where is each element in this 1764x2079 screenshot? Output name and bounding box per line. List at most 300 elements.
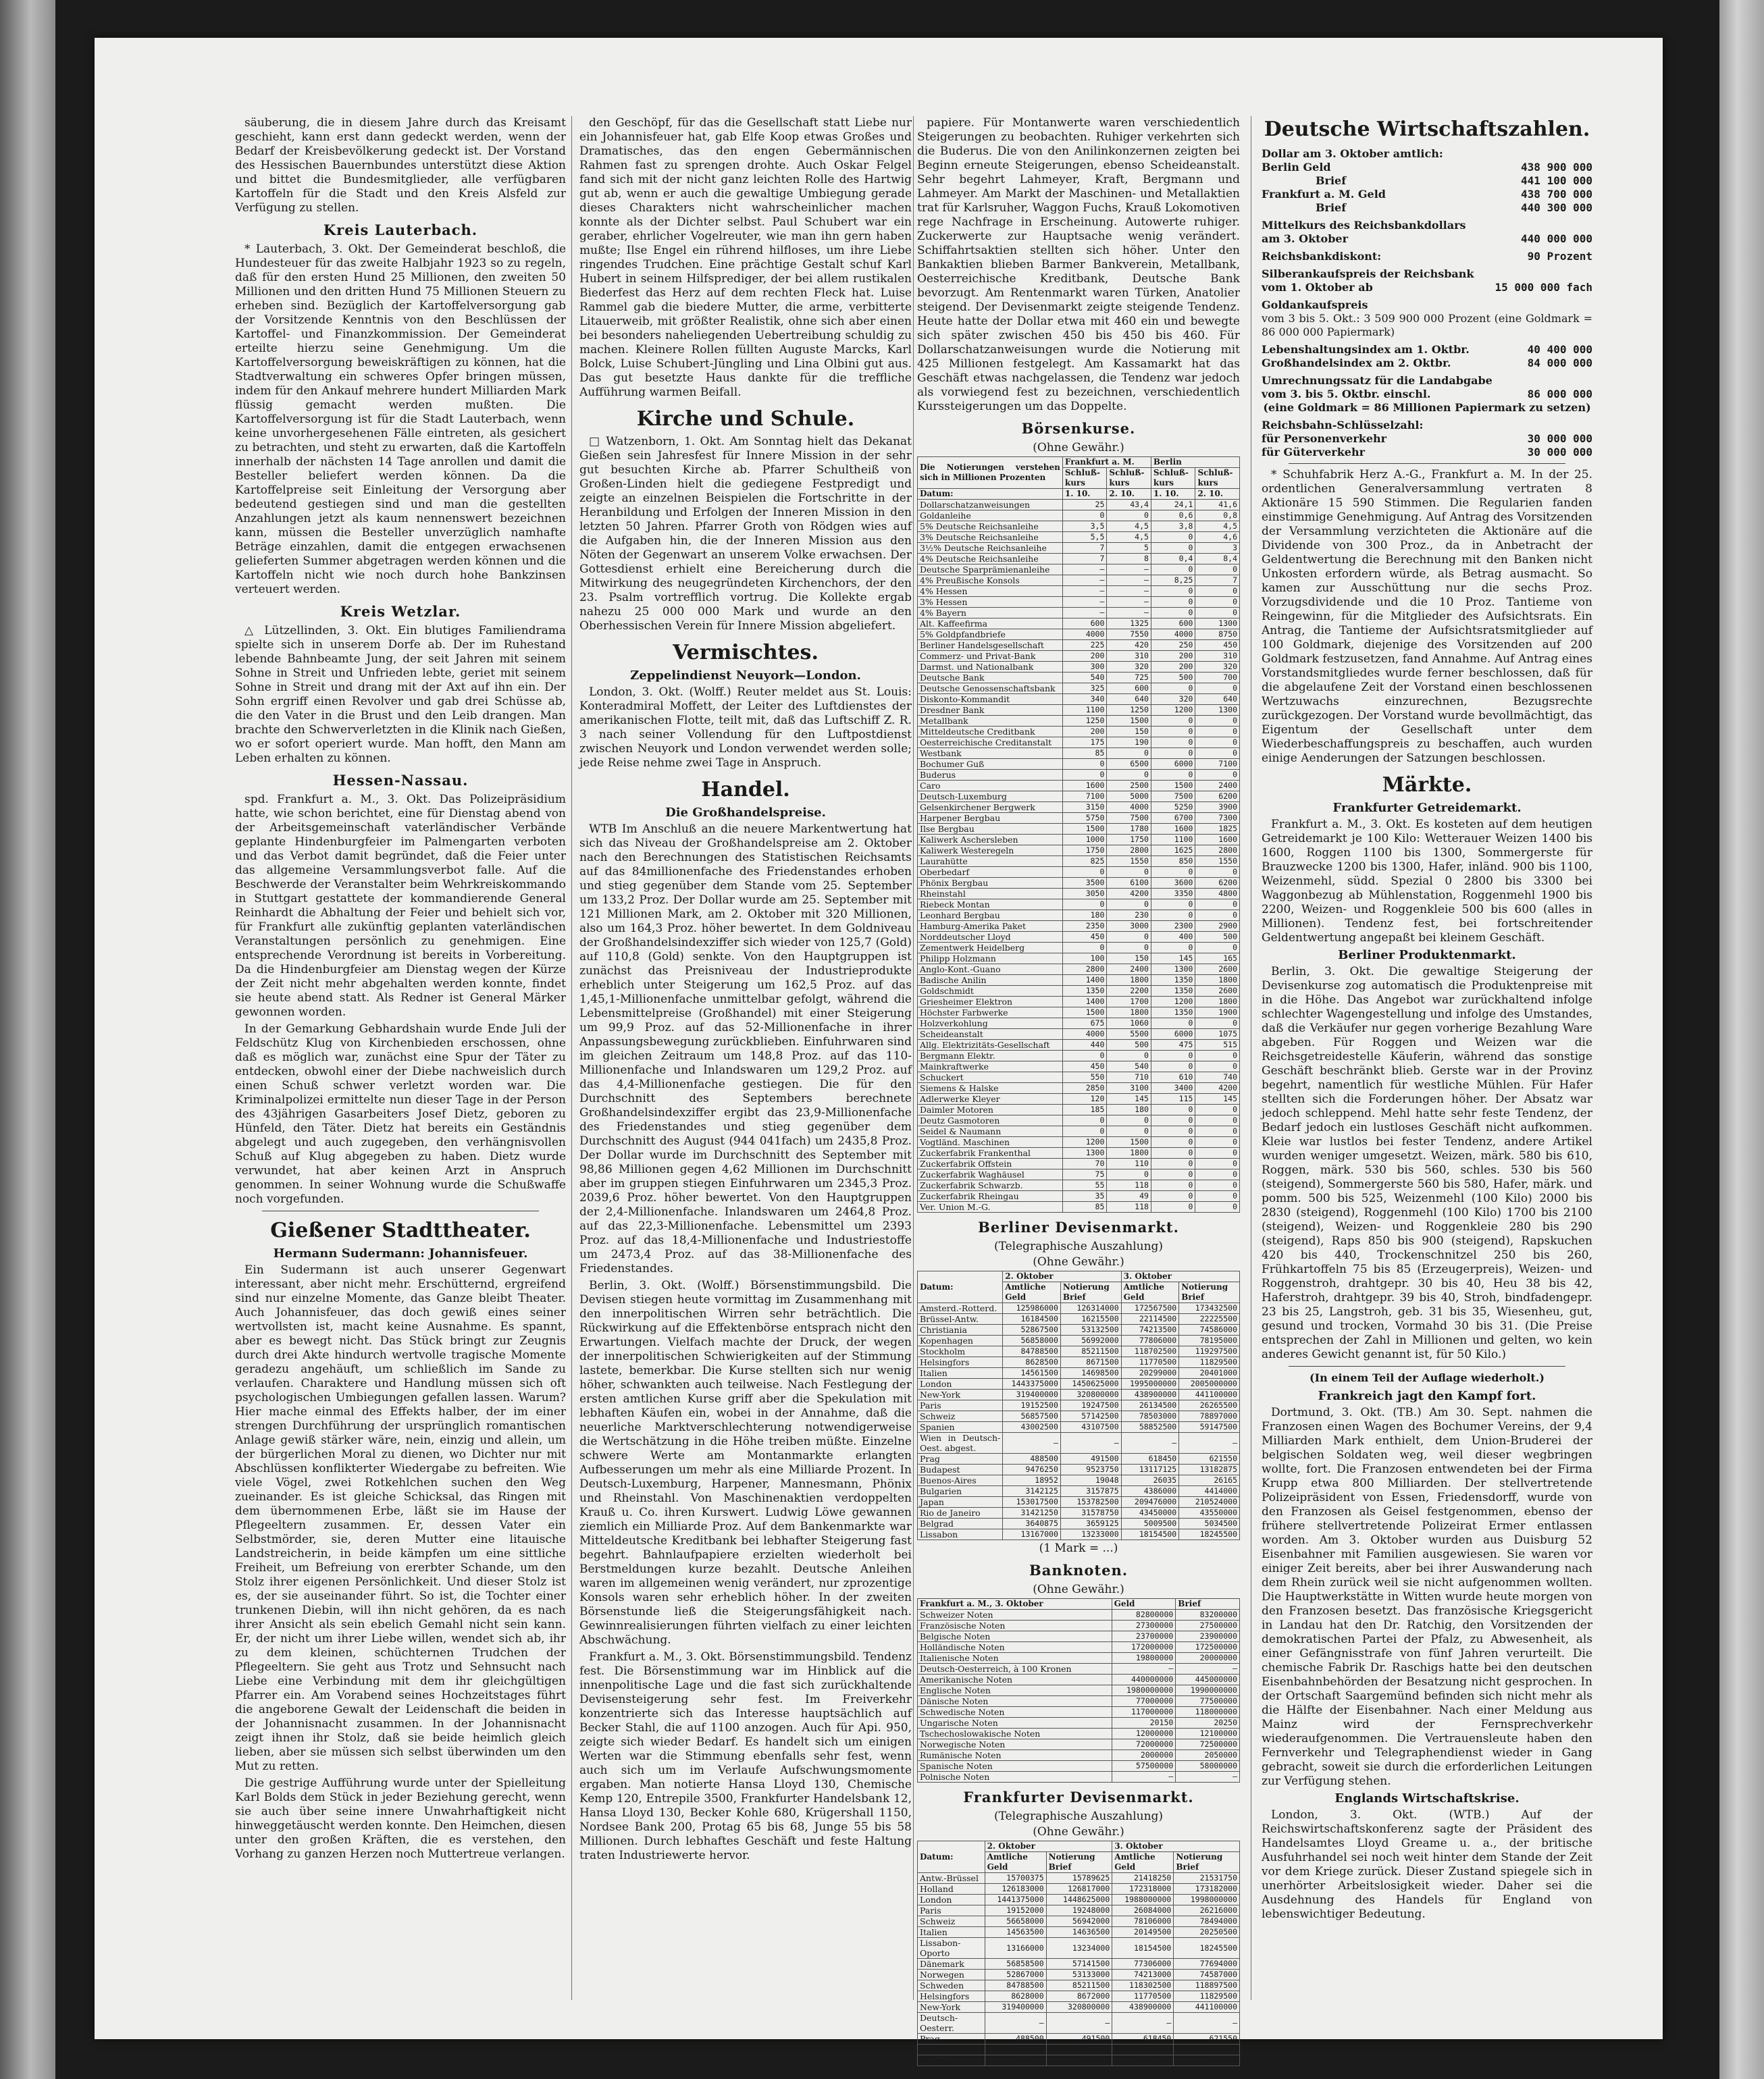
article-text: London, 3. Okt. (Wolff.) Reuter meldet aus St. Louis: Konteradmiral Moffett, der Leiter des Luftdienstes der amerikanischen Flotte, teilt mit, daß das Luftschiff Z. R. 3 nach seiner Vollendung für den Luftpostdienst zwischen Neuyork und London verwendet werden solle; jede Reise nehme zwei Tage in Anspruch. bbox=[579, 685, 912, 770]
cell-value: 15789625 bbox=[1046, 1873, 1112, 1884]
cell-value: — bbox=[1112, 2013, 1174, 2034]
cell-value: 26134500 bbox=[1121, 1400, 1179, 1411]
table-row bbox=[918, 845, 1240, 856]
cell-value: 4000 bbox=[1107, 802, 1151, 813]
table-header: 2. 10. bbox=[1195, 489, 1240, 500]
cell-value: 0 bbox=[1151, 727, 1195, 737]
table-row bbox=[918, 1621, 1240, 1631]
cell-value: 0 bbox=[1195, 899, 1240, 910]
section-heading: Kreis Lauterbach. bbox=[323, 221, 478, 238]
table-row bbox=[918, 889, 1240, 899]
cell-value: 420 bbox=[1107, 640, 1151, 651]
article-text: * Lauterbach, 3. Okt. Der Gemeinderat beschloß, die Hundesteuer für das zweite Halbjahr 1923 so zu regeln, daß für den ersten Hund 25 Millionen, den zweiten 50 Millionen und den dritten Hund 75 Millionen Steuern zu erheben sind. Bezüglich der Kartoffelversorgung gab der Vorsitzende Kenntnis von den Beschlüssen der Kartoffel- und Finanzkommission. Der Gemeinderat erteilte hierzu seine Genehmigung. Um die Kartoffelversorgung beweiskräftigen zu können, hat die Stadtverwaltung ein schweres Opfer bringen müssen, indem für den Ankauf mehrere hundert Milliarden Mark flüssig gemacht werden mußten. Die Kartoffelversorgung ist für die Stadt Lauterbach, wenn keine unvorhergesehenen Fälle eintreten, als gesichert zu betrachten, und steht zu erwarten, daß die Kartoffeln innerhalb der nächsten 14 Tage anrollen und damit die Besteller beliefert werden können. Da die Kartoffelpreise seit Einleitung der Versorgung aber bedeutend gestiegen sind und man die gestellten Anzahlungen jetzt als kaum nennenswert bezeichnen kann, müssen die Besteller unverzüglich namhafte Beträge einzahlen, damit die entgegen erwachsenen gelieferten Summer abgetragen werden können und die Kartoffeln nicht wie noch durch hohe Bankzinsen verteuert werden. bbox=[235, 242, 566, 596]
cell-value: 43,4 bbox=[1107, 500, 1151, 510]
cell-value: 52867000 bbox=[985, 1970, 1046, 1980]
cell-value: 118302500 bbox=[1112, 1980, 1174, 1991]
table-row bbox=[918, 1379, 1240, 1390]
cell-value: 3157875 bbox=[1060, 1486, 1121, 1497]
newspaper-page bbox=[95, 38, 1663, 2065]
cell-value: 300 bbox=[1062, 662, 1107, 673]
section-heading: Vermischtes. bbox=[673, 641, 819, 664]
cell-value: 26084000 bbox=[1112, 1905, 1174, 1916]
cell-value: 0 bbox=[1151, 608, 1195, 619]
table-header: 3. Oktober bbox=[1112, 1841, 1240, 1852]
cell-value: 0 bbox=[1062, 759, 1107, 770]
cell-value: 320800000 bbox=[1046, 2002, 1112, 2013]
row-label: Dollarschatzanweisungen bbox=[918, 500, 1063, 510]
cell-value: 5009500 bbox=[1121, 1519, 1179, 1529]
cell-value: 2350 bbox=[1062, 921, 1107, 932]
table-row bbox=[918, 1422, 1240, 1433]
row-label: Deutsch-Oesterreich, à 100 Kronen bbox=[918, 1664, 1112, 1675]
table-row bbox=[918, 1718, 1240, 1729]
row-label: Zuckerfabrik Offstein bbox=[918, 1159, 1063, 1169]
table-row bbox=[918, 986, 1240, 997]
cell-value: 0 bbox=[1195, 727, 1240, 737]
table-row bbox=[918, 1180, 1240, 1191]
table-row bbox=[918, 1610, 1240, 1621]
cell-value: 145 bbox=[1107, 1094, 1151, 1105]
cell-value: 16184500 bbox=[1003, 1314, 1061, 1325]
row-label: Mainkraftwerke bbox=[918, 1061, 1063, 1072]
table-row bbox=[918, 2013, 1240, 2034]
table-header: Amtliche Geld bbox=[1112, 1852, 1174, 1873]
section-heading: Handel. bbox=[701, 778, 790, 801]
table-row bbox=[918, 943, 1240, 953]
cell-value: 0 bbox=[1195, 683, 1240, 694]
cell-value: 26165 bbox=[1179, 1475, 1240, 1486]
row-label: Darmst. und Nationalbank bbox=[918, 662, 1063, 673]
table-header: Amtliche Geld bbox=[985, 1852, 1046, 1873]
cell-value: 1300 bbox=[1062, 1148, 1107, 1159]
table-row bbox=[918, 964, 1240, 975]
cell-value: 175 bbox=[1062, 737, 1107, 748]
cell-value: 13182875 bbox=[1174, 2045, 1240, 2055]
table-row bbox=[918, 781, 1240, 791]
cell-value: 4000 bbox=[1151, 629, 1195, 640]
cell-value: 6200 bbox=[1195, 878, 1240, 889]
cell-value: 0 bbox=[1107, 770, 1151, 781]
table-row bbox=[918, 932, 1240, 943]
cell-value: 78897000 bbox=[1179, 1411, 1240, 1422]
cell-value: 0 bbox=[1195, 1202, 1240, 1213]
cell-value: 3,8 bbox=[1151, 521, 1195, 532]
article-subheading: Frankfurter Getreidemarkt. bbox=[1332, 801, 1522, 815]
cell-value: 0 bbox=[1151, 1051, 1195, 1061]
table-row bbox=[918, 1884, 1240, 1895]
row-label: Bulgarien bbox=[918, 1486, 1003, 1497]
table-row bbox=[918, 748, 1240, 759]
cell-value: 450 bbox=[1062, 1061, 1107, 1072]
cell-value: 0 bbox=[1195, 1137, 1240, 1148]
article-text: den Geschöpf, für das die Gesellschaft statt Liebe nur ein Johannisfeuer hat, gab Elfe Koop etwas Großes und Dramatisches, das den engen Gebermännischen Rahmen fast zu sprengen drohte. Auch Oskar Felgel fand sich mit der nicht ganz leichten Rolle des Hartwig gut ab, wenn er auch die gewaltige Umbiegung gerade dieses Charakters nicht wahrscheinlicher machen konnte als der Dichter selbst. Paul Schubert war ein geraber, ehrlicher Vogelreuter, wie man ihn gern haben mußte; Ilse Engel ein rührend hilfloses, um ihre Liebe ringendes Trudchen. Eine prächtige Gestalt schuf Karl Hubert in seinem Hilfsprediger, der bei allem rustikalen Biederfest das Herz auf dem rechten Fleck hat. Luise Rammel gab die biedere Mutter, die arme, verbitterte Litauerweib, mit größter Realistik, ohne sich aber einen bei besonders naheliegenden Uebertreibung schuldig zu machen. Kleinere Rollen füllten Auguste Marcks, Karl Bolck, Luise Schubert-Jüngling und Lina Olbini gut aus. Das gut besetzte Haus dankte für die treffliche Aufführung warmen Beifall. bbox=[579, 116, 912, 399]
cell-value: 441100000 bbox=[1179, 1390, 1240, 1400]
cell-value: 200 bbox=[1151, 651, 1195, 662]
row-label: Deutsche Genossenschaftsbank bbox=[918, 683, 1063, 694]
cell-value: 1300 bbox=[1151, 964, 1195, 975]
table-row bbox=[918, 727, 1240, 737]
cell-value: 84788500 bbox=[985, 1980, 1046, 1991]
table-header: Datum: bbox=[918, 1271, 1003, 1303]
cell-value: 0 bbox=[1151, 867, 1195, 878]
cell-value: 41,6 bbox=[1195, 500, 1240, 510]
row-label: Budapest bbox=[918, 1465, 1003, 1475]
cell-value: 19247500 bbox=[1060, 1400, 1121, 1411]
cell-value: 8750 bbox=[1195, 629, 1240, 640]
article-text: WTB Im Anschluß an die neuere Markentwertung hat sich das Niveau der Großhandelspreise am 2. Oktober nach den Berechnungen des Statistischen Reichsamts auf das 84millionenfache des Friedenstandes erhoben und stieg gegenüber dem Stande vom 25. September um 133,2 Proz. Der Dollar wurde am 25. September mit 121 Millionen Mark, am 2. Oktober mit 320 Millionen, also um 164,3 Proz. höher bewertet. In dem Goldniveau der Großhandelsindexziffer sich wieder von 125,7 (Gold) auf 110,8 (Gold) senkte. Von den Hauptgruppen ist zunächst das Preisniveau der Industrieprodukte erheblich unter Steigerung um 162,5 Proz. auf das 1,45,1-Millionenfache unmittelbar gefolgt, während die Lebensmittelpreise (Großhandel) mit einer Steigerung um 99,9 Proz. auf das 52-Millionenfache in ihrer Anpassungsbewegung zurückblieben. Einfuhrwaren sind im gleichen Zeitraum um 148,8 Proz. auf das 110-Millionenfache und Inlandswaren um 129,2 Proz. auf das 4,4-Millionenfache gestiegen. Die für den Durchschnitt des Septembers berechnete Großhandelsindexziffer ergibt das 23,9-Millionenfache des Friedenstandes und stieg gegenüber dem Durchschnitt des August (944 041fach) um 2435,8 Proz. Der Dollar wurde im Durchschnitt des September mit 98,86 Millionen gegen 4,62 Millionen im Durchschnitt aber im gruppen stiegen Einfuhrwaren um 2345,3 Proz. 2039,6 Proz. höher bewertet. Von den Hauptgruppen der 2,4-Millionenfache. Inlandswaren um 2464,8 Proz. auf das 22,3-Millionenfache. Lebensmittel um 2393 Proz. auf das 18,4-Millionenfache und Industriestoffe um 2473,4 Proz. auf das 38-Millionenfache des Friedenstandes. bbox=[579, 822, 912, 1275]
row-label: Ungarische Noten bbox=[918, 1718, 1112, 1729]
cell-value: 1800 bbox=[1107, 975, 1151, 986]
cell-value: — bbox=[1174, 2013, 1240, 2034]
table-row bbox=[918, 1454, 1240, 1465]
cell-value: 110 bbox=[1107, 1159, 1151, 1169]
frankfurt-currency-table bbox=[917, 1841, 1240, 2066]
cell-value: 19048 bbox=[1060, 1475, 1121, 1486]
table-row bbox=[918, 1007, 1240, 1018]
stat-value: 438 900 000 bbox=[1521, 161, 1592, 174]
cell-value: — bbox=[1179, 1433, 1240, 1454]
cell-value: 7 bbox=[1195, 575, 1240, 586]
cell-value: 1800 bbox=[1107, 1007, 1151, 1018]
cell-value: 550 bbox=[1062, 1072, 1107, 1083]
cell-value: 440000000 bbox=[1112, 1675, 1176, 1685]
table-row bbox=[918, 1169, 1240, 1180]
cell-value: 0 bbox=[1151, 532, 1195, 543]
cell-value: 3142125 bbox=[1003, 1486, 1061, 1497]
cell-value: 310 bbox=[1195, 651, 1240, 662]
cell-value: 1300 bbox=[1195, 619, 1240, 629]
cell-value: 77000000 bbox=[1112, 1696, 1176, 1707]
table-header: 2. Oktober bbox=[1003, 1271, 1121, 1282]
cell-value: 70 bbox=[1062, 1159, 1107, 1169]
cell-value: — bbox=[1003, 1433, 1061, 1454]
cell-value: 0 bbox=[1107, 899, 1151, 910]
cell-value: 84788500 bbox=[1003, 1346, 1061, 1357]
table-row bbox=[918, 510, 1240, 521]
cell-value: 4,5 bbox=[1195, 521, 1240, 532]
article-text: In der Gemarkung Gebhardshain wurde Ende Juli der Feldschütz Klug von Kirchenbieden erschossen, ohne daß es möglich war, zunächst eine Spur der Täter zu entdecken, obwohl einer der Diebe nachweislich durch einen Schuß schwer verletzt worden war. Die Kriminalpolizei ermittelte nun dieser Tage in der Person des 43jährigen Gasarbeiters Josef Dietz, geboren zu Hünfeld, den Täter. Dietz hat bereits ein Geständnis abgelegt und auch zugegeben, den verhängnisvollen Schuß auf Klug abgegeben zu haben. Dietz wurde verwundet, hat aber keinen Arzt in Anspruch genommen. In seiner Wohnung wurde die Schußwaffe noch vorgefunden. bbox=[235, 1022, 566, 1206]
cell-value: 1780 bbox=[1107, 824, 1151, 835]
cell-value: 2300 bbox=[1151, 921, 1195, 932]
row-label: 3½% Deutsche Reichsanleihe bbox=[918, 543, 1063, 554]
table-row bbox=[918, 737, 1240, 748]
table-header: 2. Oktober bbox=[985, 1841, 1112, 1852]
row-label: Höchster Farbwerke bbox=[918, 1007, 1063, 1018]
stat-value: 438 700 000 bbox=[1521, 188, 1592, 201]
cell-value: 1443375000 bbox=[1003, 1379, 1061, 1390]
row-label: Helsingfors bbox=[918, 1991, 985, 2002]
cell-value: 3100 bbox=[1107, 1083, 1151, 1094]
table-row bbox=[918, 554, 1240, 564]
row-label: Schuckert bbox=[918, 1072, 1063, 1083]
cell-value: 53133000 bbox=[1046, 1970, 1112, 1980]
row-label: Antw.-Brüssel bbox=[918, 1873, 985, 1884]
cell-value: 230 bbox=[1107, 910, 1151, 921]
cell-value: — bbox=[985, 2013, 1046, 2034]
cell-value: — bbox=[1062, 597, 1107, 608]
cell-value: 13117125 bbox=[1121, 1465, 1179, 1475]
row-label: Lissabon bbox=[918, 1529, 1003, 1540]
cell-value: 4200 bbox=[1107, 889, 1151, 899]
row-label: Deutsche Bank bbox=[918, 673, 1063, 683]
cell-value: 9476250 bbox=[1003, 1465, 1061, 1475]
cell-value: 5 bbox=[1107, 543, 1151, 554]
cell-value: 77306000 bbox=[1112, 1959, 1174, 1970]
table-row bbox=[918, 770, 1240, 781]
cell-value: 180 bbox=[1062, 910, 1107, 921]
table-header: Schluß-kurs bbox=[1062, 468, 1107, 489]
cell-value: 640 bbox=[1195, 694, 1240, 705]
row-label: Caro bbox=[918, 781, 1063, 791]
cell-value: 57500000 bbox=[1112, 1761, 1176, 1772]
stat-value: 30 000 000 bbox=[1527, 432, 1592, 445]
stat-label: Dollar am 3. Oktober amtlich: bbox=[1262, 147, 1443, 160]
stat-label: Berlin Geld bbox=[1262, 161, 1331, 174]
row-label: London bbox=[918, 1895, 985, 1905]
cell-value: 3600 bbox=[1151, 878, 1195, 889]
stat-value: 86 000 000 bbox=[1527, 388, 1592, 400]
cell-value: 173182000 bbox=[1174, 1884, 1240, 1895]
cell-value: 72000000 bbox=[1112, 1739, 1176, 1750]
cell-value: 19248000 bbox=[1046, 1905, 1112, 1916]
table-row bbox=[918, 1675, 1240, 1685]
table-header: Schluß-kurs bbox=[1151, 468, 1195, 489]
row-label: Helsingfors bbox=[918, 1357, 1003, 1368]
table-row bbox=[918, 813, 1240, 824]
row-label: Prag bbox=[918, 2034, 985, 2045]
stat-row bbox=[1262, 432, 1592, 446]
article-subheading: Hermann Sudermann: Johannisfeuer. bbox=[273, 1246, 528, 1261]
cell-value: 56858000 bbox=[1003, 1336, 1061, 1346]
cell-value: 85211500 bbox=[1046, 1980, 1112, 1991]
cell-value: 621550 bbox=[1174, 2034, 1240, 2045]
section-heading: Frankfurter Devisenmarkt. bbox=[963, 1789, 1194, 1806]
row-label: Deutsch-Luxemburg bbox=[918, 791, 1063, 802]
stat-label: Frankfurt a. M. Geld bbox=[1262, 188, 1386, 201]
cell-value: 82800000 bbox=[1112, 1610, 1176, 1621]
row-label: Goldanleihe bbox=[918, 510, 1063, 521]
row-label: Laurahütte bbox=[918, 856, 1063, 867]
table-header: Datum: bbox=[918, 1841, 985, 1873]
cell-value: 8672000 bbox=[1046, 1991, 1112, 2002]
cell-value: 9523750 bbox=[1060, 1465, 1121, 1475]
table-row bbox=[918, 1729, 1240, 1739]
article-subheading: (Telegraphische Auszahlung) bbox=[993, 1240, 1164, 1253]
cell-value: 0 bbox=[1062, 510, 1107, 521]
stat-label: Brief bbox=[1316, 201, 1347, 214]
stat-value: 30 000 000 bbox=[1527, 446, 1592, 458]
cell-value: 0 bbox=[1195, 1169, 1240, 1180]
cell-value: 0 bbox=[1195, 1159, 1240, 1169]
cell-value: 200 bbox=[1151, 662, 1195, 673]
table-row bbox=[918, 1486, 1240, 1497]
cell-value: 1500 bbox=[1107, 1137, 1151, 1148]
cell-value: — bbox=[1112, 1772, 1176, 1783]
cell-value: 441100000 bbox=[1174, 2002, 1240, 2013]
cell-value: 100 bbox=[1062, 953, 1107, 964]
cell-value: — bbox=[1062, 564, 1107, 575]
cell-value: 3,5 bbox=[1062, 521, 1107, 532]
table-row bbox=[918, 1051, 1240, 1061]
article-text: △ Lützellinden, 3. Okt. Ein blutiges Familiendrama spielte sich in unserem Dorfe ab. Der im Ruhestand lebende Bahnbeamte Jung, der seit Jahren mit seinem Sohne in Streit und Unfrieden lebte, geriet mit seinem Sohne in Streit und drang mit der Axt auf ihn ein. Der Sohn ergriff einen Revolver und gab drei Schüsse ab, die den Vater in die Brust und den Leib drangen. Man brachte den Schwerverletzten in die Klinik nach Gießen, wo er sofort operiert wurde. Man hofft, den Mann am Leben erhalten zu können. bbox=[235, 624, 566, 765]
row-label: Badische Anilin bbox=[918, 975, 1063, 986]
cell-value: 2500 bbox=[1107, 781, 1151, 791]
table-row bbox=[918, 673, 1240, 683]
stat-label: Großhandelsindex am 2. Oktbr. bbox=[1262, 357, 1451, 369]
cell-value: 7 bbox=[1062, 554, 1107, 564]
cell-value: 43107500 bbox=[1060, 1422, 1121, 1433]
cell-value: 1060 bbox=[1107, 1018, 1151, 1029]
row-label: 5% Goldpfandbriefe bbox=[918, 629, 1063, 640]
cell-value: 7 bbox=[1062, 543, 1107, 554]
cell-value: 75 bbox=[1062, 1169, 1107, 1180]
cell-value: 320800000 bbox=[1060, 1390, 1121, 1400]
cell-value: 1500 bbox=[1107, 716, 1151, 727]
cell-value: 78106000 bbox=[1112, 1916, 1174, 1927]
table-header: 1. 10. bbox=[1151, 489, 1195, 500]
table-row bbox=[918, 1664, 1240, 1675]
section-heading: Berliner Devisenmarkt. bbox=[978, 1219, 1179, 1236]
cell-value: 0 bbox=[1151, 1202, 1195, 1213]
cell-value: 618450 bbox=[1112, 2034, 1174, 2045]
cell-value: 5000 bbox=[1107, 791, 1151, 802]
cell-value: 8,25 bbox=[1151, 575, 1195, 586]
row-label: Schweizer Noten bbox=[918, 1610, 1112, 1621]
cell-value: 0 bbox=[1195, 770, 1240, 781]
section-heading: Banknoten. bbox=[1029, 1562, 1129, 1579]
cell-value: 14698500 bbox=[1060, 1368, 1121, 1379]
table-row bbox=[918, 1148, 1240, 1159]
cell-value: 4000 bbox=[1062, 1029, 1107, 1040]
row-label: Vogtländ. Maschinen bbox=[918, 1137, 1063, 1148]
table-row bbox=[918, 1475, 1240, 1486]
cell-value: 7100 bbox=[1062, 791, 1107, 802]
cell-value: 58000000 bbox=[1176, 1761, 1240, 1772]
cell-value: 1400 bbox=[1062, 997, 1107, 1007]
cell-value: 8 bbox=[1107, 554, 1151, 564]
article-text: spd. Frankfurt a. M., 3. Okt. Das Polizeipräsidium hatte, wie schon berichtet, eine für Dienstag abend von der Arbeitsgemeinschaft vaterländischer Verbände geplante Hindenburgfeier im Palmengarten verboten und das Verbot damit begründet, daß die Feier unter das allgemeine Versammlungsverbot falle. Auf die Beschwerde der Veranstalter beim Wehrkreiskommando in Stuttgart gestattete der kommandierende General Reinhardt die Abhaltung der Feier und behielt sich vor, für Frankfurt alle zukünftig geplanten vaterländischen Veranstaltungen persönlich zu genehmigen. Eine entsprechende Verordnung ist bereits in Vorbereitung. Da die Hindenburgfeier am Dienstag wegen der Kürze der Zeit nicht mehr abgehalten werden konnte, findet sie heute abend statt. Als Redner ist General Märker gewonnen worden. bbox=[235, 793, 566, 1019]
cell-value: 172500000 bbox=[1176, 1642, 1240, 1653]
cell-value: 1100 bbox=[1151, 835, 1195, 845]
stat-row bbox=[1262, 188, 1592, 201]
row-label: Dresdner Bank bbox=[918, 705, 1063, 716]
cell-value: 18952 bbox=[1003, 1475, 1061, 1486]
section-heading: Kreis Wetzlar. bbox=[340, 603, 461, 620]
cell-value: 0 bbox=[1151, 716, 1195, 727]
cell-value: 3640875 bbox=[1003, 1519, 1061, 1529]
stat-label: vom 1. Oktober ab bbox=[1262, 281, 1373, 294]
table-row bbox=[918, 1750, 1240, 1761]
cell-value: 2850 bbox=[1062, 1083, 1107, 1094]
cell-value: 618450 bbox=[1121, 1454, 1179, 1465]
table-header: Frankfurt a. M. bbox=[1062, 457, 1151, 468]
row-label: Daimler Motoren bbox=[918, 1105, 1063, 1115]
table-row bbox=[918, 835, 1240, 845]
table-row bbox=[918, 953, 1240, 964]
cell-value: 0 bbox=[1107, 1169, 1151, 1180]
table-row bbox=[918, 910, 1240, 921]
cell-value: 13234000 bbox=[1046, 1938, 1112, 1959]
cell-value: 26216000 bbox=[1174, 1905, 1240, 1916]
cell-value: 1988000000 bbox=[1112, 1895, 1174, 1905]
cell-value: 438900000 bbox=[1121, 1390, 1179, 1400]
table-row bbox=[918, 1159, 1240, 1169]
cell-value: 5034500 bbox=[1174, 2055, 1240, 2066]
column-rule bbox=[913, 116, 914, 2000]
row-label: Holländische Noten bbox=[918, 1642, 1112, 1653]
cell-value: 0 bbox=[1195, 1105, 1240, 1115]
article-subheading: (Telegraphische Auszahlung) bbox=[993, 1810, 1164, 1823]
cell-value: 78503000 bbox=[1121, 1411, 1179, 1422]
table-row bbox=[918, 597, 1240, 608]
article-subheading: Zeppelindienst Neuyork—London. bbox=[630, 668, 861, 683]
disclaimer: (Ohne Gewähr.) bbox=[1033, 1255, 1124, 1269]
cell-value: 2600 bbox=[1195, 986, 1240, 997]
table-row bbox=[918, 1105, 1240, 1115]
section-heading: Hessen-Nassau. bbox=[332, 772, 469, 789]
cell-value: 0 bbox=[1195, 1051, 1240, 1061]
table-header: Notierung Brief bbox=[1046, 1852, 1112, 1873]
row-label: Schwedische Noten bbox=[918, 1707, 1112, 1718]
cell-value: 20299000 bbox=[1121, 1368, 1179, 1379]
row-label: Spanische Noten bbox=[918, 1761, 1112, 1772]
cell-value: 3640875 bbox=[985, 2055, 1046, 2066]
table-header: 1. 10. bbox=[1062, 489, 1107, 500]
stat-row bbox=[1262, 388, 1592, 401]
table-row bbox=[918, 1191, 1240, 1202]
cell-value: 500 bbox=[1107, 1040, 1151, 1051]
row-label: Holland bbox=[918, 1884, 985, 1895]
table-row bbox=[918, 1336, 1240, 1346]
row-label: Berliner Handelsgesellschaft bbox=[918, 640, 1063, 651]
article-text: Dortmund, 3. Okt. (TB.) Am 30. Sept. nahmen die Franzosen einen Wagen des Bochumer Vereins, der 9,4 Milliarden Mark enthielt, dem Union-Bruderei der belgischen Soldaten weg, weil dieser wegbringen wollte, fort. Die Franzosen entwendeten bei der Firma Krupp etwa 800 Milliarden. Der stellvertretende Polizeipräsident von Essen, Friedensdorff, wurde von den Franzosen als Geisel festgenommen, ebenso der frühere stellvertretende Polizeirat Ermer entlassen worden. Am 3. Oktober wurden aus Duisburg 52 Eisenbahner mit Familien ausgewiesen. Sie waren vor einiger Zeit bereits, aber bei ihrer Auswanderung nach dem Rhein zurück weil sie nicht aufgenommen wollten. Die Hauptwerkstätte in Witten wurde heute morgen von den Franzosen besetzt. Das französische Kriegsgericht in Landau hat den Dr. Ratchig, den Vorsitzenden der demokratischen Partei der Pfalz, zu Abwesenheit, als einer Gefängnisstrafe von fünf Jahren verurteilt. Die chemische Fabrik Dr. Raschigs hatte bei den deutschen Eisenbahnbehörden der Besatzung nicht gesprochen. In der Ortschaft Saargemünd befinden sich nicht mehr als die Hälfte der Eisenbahner. Nach einer Meldung aus Mainz wird der Fernsprechverkehr wiederaufgenommen. Die Vertrauensleute haben den Fernverkehr und Telegraphendienst wieder in Gang gebracht, soweit sie durch die erforderlichen Leitungen zur Verfügung stehen. bbox=[1262, 1406, 1592, 1788]
column-4 bbox=[1262, 116, 1592, 2000]
cell-value: 77694000 bbox=[1174, 1959, 1240, 1970]
cell-value: 0 bbox=[1151, 1115, 1195, 1126]
cell-value: 22225500 bbox=[1179, 1314, 1240, 1325]
table-row bbox=[918, 1508, 1240, 1519]
cell-value: 1980000000 bbox=[1112, 1685, 1176, 1696]
row-label: Buenos-Aires bbox=[918, 1475, 1003, 1486]
cell-value: 2800 bbox=[1107, 845, 1151, 856]
cell-value: 6700 bbox=[1151, 813, 1195, 824]
cell-value: 56858500 bbox=[985, 1959, 1046, 1970]
row-label: Belgische Noten bbox=[918, 1631, 1112, 1642]
cell-value: 118702500 bbox=[1121, 1346, 1179, 1357]
cell-value: 600 bbox=[1107, 683, 1151, 694]
cell-value: 118897500 bbox=[1174, 1980, 1240, 1991]
cell-value: 1600 bbox=[1062, 781, 1107, 791]
row-label: Ver. Union M.-G. bbox=[918, 1202, 1063, 1213]
cell-value: 78195000 bbox=[1179, 1336, 1240, 1346]
cell-value: 488500 bbox=[985, 2034, 1046, 2045]
row-label: Paris bbox=[918, 1400, 1003, 1411]
cell-value: 3350 bbox=[1151, 889, 1195, 899]
table-header: Notierung Brief bbox=[1174, 1852, 1240, 1873]
row-label: Phönix Bergbau bbox=[918, 878, 1063, 889]
cell-value: — bbox=[1112, 1664, 1176, 1675]
table-row bbox=[918, 1642, 1240, 1653]
cell-value: 13182875 bbox=[1179, 1465, 1240, 1475]
stat-value: 441 100 000 bbox=[1521, 174, 1592, 187]
table-row bbox=[918, 802, 1240, 813]
cell-value: 1995000000 bbox=[1121, 1379, 1179, 1390]
table-header: Geld bbox=[1112, 1599, 1176, 1610]
cell-value: 319400000 bbox=[1003, 1390, 1061, 1400]
cell-value: — bbox=[1107, 564, 1151, 575]
cell-value: 475 bbox=[1151, 1040, 1195, 1051]
table-row bbox=[918, 1115, 1240, 1126]
